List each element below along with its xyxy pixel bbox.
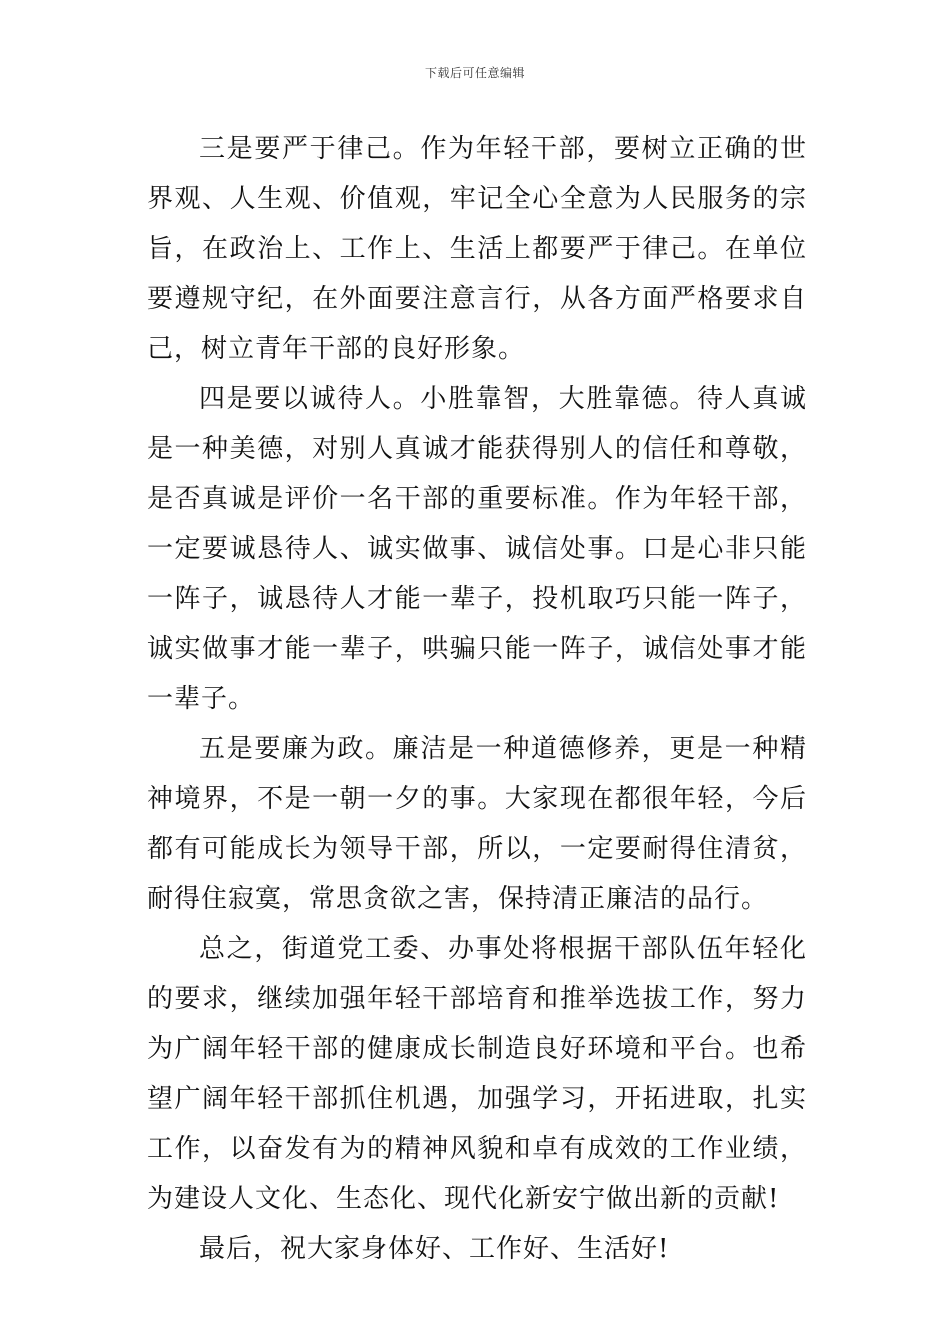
document-body (147, 124, 807, 1274)
paragraph-conclusion: 总之，街道党工委、办事处将根据干部队伍年轻化的要求，继续加强年轻干部培育和推举选拔工作，努力为广阔年轻干部的健康成长制造良好环境和平台。也希望广阔年轻干部抓住机遇，加强学习，开拓进取，扎实工作，以奋发有为的精神风貌和卓有成效的工作业绩，为建设人文化、生态化、现代化新安宁做出新的贡献! (147, 934, 807, 1214)
paragraph-integrity: 五是要廉为政。廉洁是一种道德修养，更是一种精神境界，不是一朝一夕的事。大家现在都很年轻，今后都有可能成长为领导干部，所以，一定要耐得住清贫，耐得住寂寞，常思贪欲之害，保持清正廉洁的品行。 (147, 734, 807, 914)
paragraph-discipline: 三是要严于律己。作为年轻干部，要树立正确的世界观、人生观、价值观，牢记全心全意为人民服务的宗旨，在政治上、工作上、生活上都要严于律己。在单位要遵规守纪，在外面要注意言行，从各方面严格要求自己，树立青年干部的良好形象。 (147, 134, 807, 364)
paragraph-closing-wishes: 最后，祝大家身体好、工作好、生活好! (199, 1234, 670, 1264)
page-header-note: 下载后可任意编辑 (424, 66, 525, 80)
paragraph-sincerity: 四是要以诚待人。小胜靠智，大胜靠德。待人真诚是一种美德，对别人真诚才能获得别人的信任和尊敬，是否真诚是评价一名干部的重要标准。作为年轻干部，一定要诚恳待人、诚实做事、诚信处事。口是心非只能一阵子，诚恳待人才能一辈子，投机取巧只能一阵子，诚实做事才能一辈子，哄骗只能一阵子，诚信处事才能一辈子。 (147, 384, 807, 714)
